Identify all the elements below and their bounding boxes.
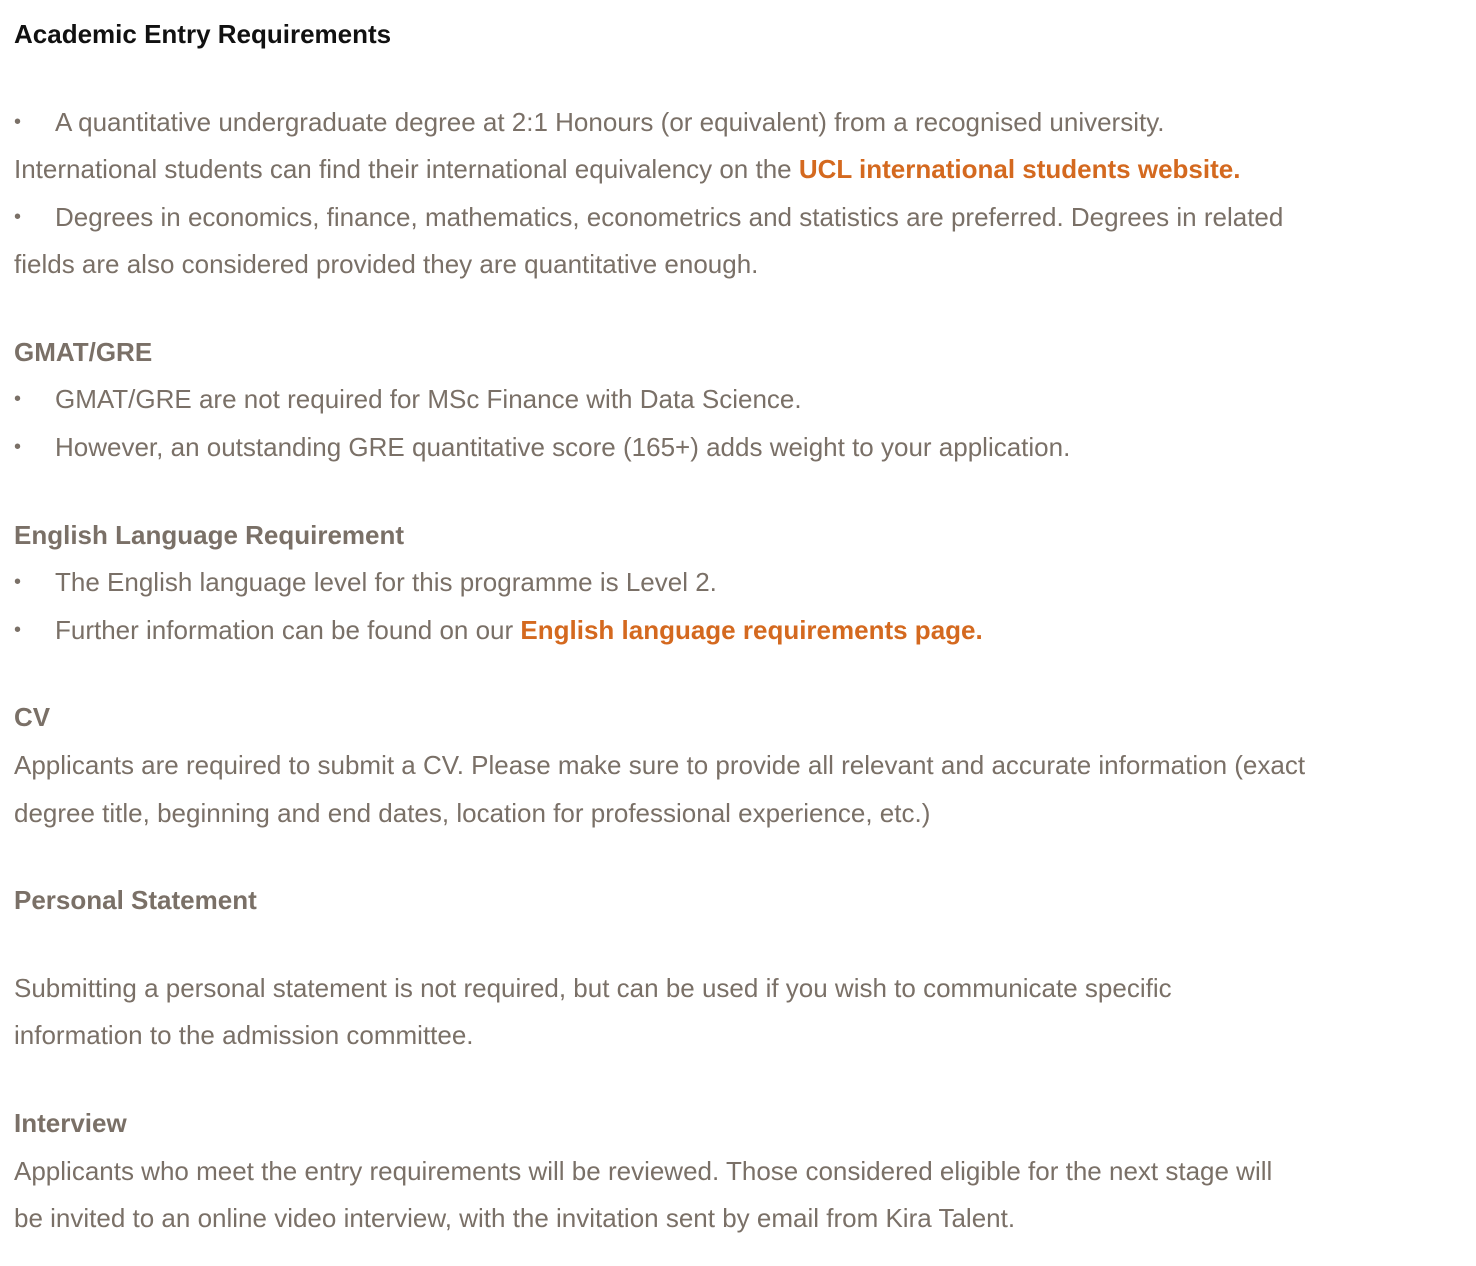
english-requirements-link[interactable]: English language requirements page. [520, 615, 983, 645]
english-bullet-1-text: The English language level for this programme is Level 2. [55, 567, 717, 597]
english-heading: English Language Requirement [14, 520, 405, 550]
academic-bullet-1-text: A quantitative undergraduate degree at 2:1 Honours (or equivalent) from a recognised university. [55, 107, 1165, 137]
personal-statement-heading: Personal Statement [14, 885, 257, 915]
ucl-international-link[interactable]: UCL international students website. [798, 154, 1241, 184]
cv-line-2: degree title, beginning and end dates, location for professional experience, etc.) [14, 798, 931, 828]
academic-bullet-2-continued: fields are also considered provided they are quantitative enough. [14, 249, 759, 279]
page-title: Academic Entry Requirements [14, 19, 392, 49]
english-bullet-1 [14, 564, 717, 600]
gmat-bullet-2 [14, 429, 1070, 465]
personal-statement-line-1: Submitting a personal statement is not required, but can be used if you wish to communicate specific [14, 973, 1172, 1003]
cv-line-1: Applicants are required to submit a CV. Please make sure to provide all relevant and accurate information (exact [14, 750, 1306, 780]
international-line [14, 151, 1240, 187]
gmat-bullet-2-text: However, an outstanding GRE quantitative score (165+) adds weight to your application. [55, 432, 1071, 462]
interview-heading: Interview [14, 1108, 127, 1138]
interview-line-1: Applicants who meet the entry requirements will be reviewed. Those considered eligible for the next stage will [14, 1156, 1273, 1186]
bullet-icon: • [14, 111, 22, 133]
bullet-icon: • [14, 388, 22, 410]
bullet-icon: • [14, 206, 22, 228]
academic-bullet-2 [14, 199, 1283, 235]
bullet-icon: • [14, 619, 22, 641]
bullet-icon: • [14, 436, 22, 458]
english-bullet-2-text: Further information can be found on our [55, 615, 521, 645]
academic-bullet-2-text: Degrees in economics, finance, mathematics, econometrics and statistics are preferred. Degrees in related [55, 202, 1284, 232]
personal-statement-line-2: information to the admission committee. [14, 1020, 474, 1050]
interview-line-2: be invited to an online video interview, with the invitation sent by email from Kira Talent. [14, 1203, 1016, 1233]
bullet-icon: • [14, 571, 22, 593]
gmat-bullet-1 [14, 381, 802, 417]
international-text: International students can find their international equivalency on the [14, 154, 799, 184]
academic-bullet-1 [14, 104, 1165, 140]
cv-heading: CV [14, 702, 51, 732]
gmat-heading: GMAT/GRE [14, 337, 153, 367]
english-bullet-2 [14, 612, 983, 648]
gmat-bullet-1-text: GMAT/GRE are not required for MSc Finance with Data Science. [55, 384, 802, 414]
